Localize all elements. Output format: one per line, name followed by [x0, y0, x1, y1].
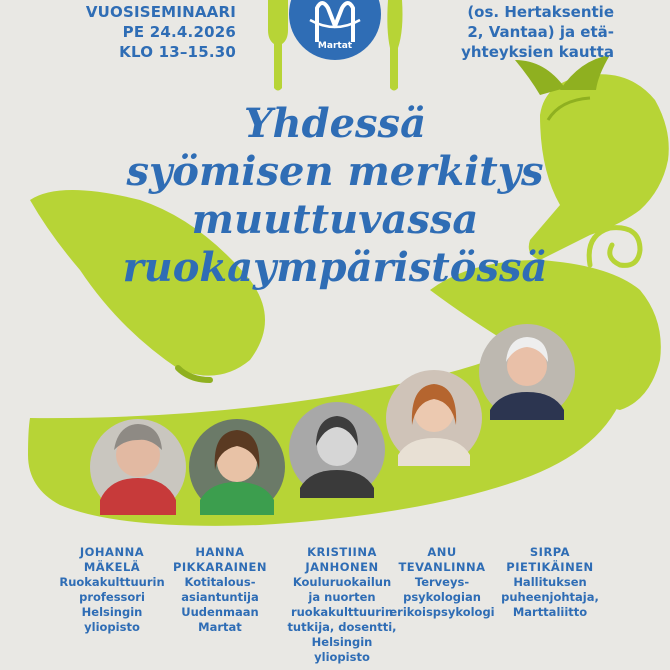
fork-icon — [268, 0, 288, 91]
speaker-role-line: puheenjohtaja, — [501, 590, 599, 604]
speaker-role-line: asiantuntija — [181, 590, 259, 604]
speaker-role-line: Martat — [198, 620, 242, 634]
speaker-role-line: tutkija, dosentti, — [287, 620, 397, 634]
title-line-3: muuttuvassa — [191, 196, 479, 243]
speaker-role-line: ja nuorten — [308, 590, 376, 604]
location-line-2: 2, Vantaa) ja etä- — [467, 23, 614, 41]
title-line-4: ruokaympäristössä — [122, 244, 548, 291]
speaker-role-line: Helsingin — [81, 605, 143, 619]
speaker-role-line: professori — [79, 590, 145, 604]
speaker-1 — [52, 545, 172, 635]
speaker-first-name: HANNA — [195, 545, 245, 559]
speaker-last-name: MÄKELÄ — [83, 560, 141, 574]
event-name: VUOSISEMINAARI — [85, 3, 236, 21]
event-date: PE 24.4.2026 — [122, 23, 236, 41]
speaker-role-line: Marttaliitto — [512, 605, 588, 619]
speaker-role-line: yliopisto — [84, 620, 140, 634]
speaker-role-line: yliopisto — [314, 650, 370, 664]
speaker-2 — [160, 545, 280, 635]
speaker-first-name: ANU — [427, 545, 457, 559]
speaker-4 — [382, 545, 502, 620]
speaker-role-line: Kouluruokailun — [292, 575, 392, 589]
speaker-role-line: ruokakulttuurin — [290, 605, 394, 619]
knife-icon — [387, 0, 402, 91]
speaker-role-line: erikoispsykologi — [389, 605, 495, 619]
event-info — [58, 2, 236, 62]
location-line-1: (os. Hertaksentie — [467, 3, 614, 21]
title-line-1: Yhdessä — [243, 100, 426, 147]
speaker-last-name: PIKKARAINEN — [172, 560, 268, 574]
event-time: KLO 13–15.30 — [119, 43, 236, 61]
speaker-role-line: Ruokakulttuurin — [59, 575, 165, 589]
speaker-first-name: SIRPA — [529, 545, 571, 559]
logo-name: Martat — [317, 41, 353, 51]
speaker-role-line: Uudenmaan — [181, 605, 259, 619]
speaker-role-line: Terveys- — [414, 575, 470, 589]
location-line-3: yhteyksien kautta — [461, 43, 614, 61]
speaker-5 — [490, 545, 610, 620]
speaker-role-line: Hallituksen — [513, 575, 587, 589]
speaker-role-line: psykologian — [403, 590, 481, 604]
page-title — [20, 100, 650, 292]
speaker-first-name: KRISTIINA — [307, 545, 377, 559]
speaker-last-name: JANHONEN — [305, 560, 379, 574]
title-line-2: syömisen merkitys — [126, 148, 544, 195]
location-info — [424, 2, 614, 62]
speaker-last-name: PIETIKÄINEN — [506, 560, 594, 574]
martat-logo — [289, 0, 381, 60]
speaker-first-name: JOHANNA — [79, 545, 145, 559]
speaker-role-line: Kotitalous- — [184, 575, 256, 589]
speaker-role-line: Helsingin — [311, 635, 373, 649]
speaker-last-name: TEVANLINNA — [398, 560, 486, 574]
